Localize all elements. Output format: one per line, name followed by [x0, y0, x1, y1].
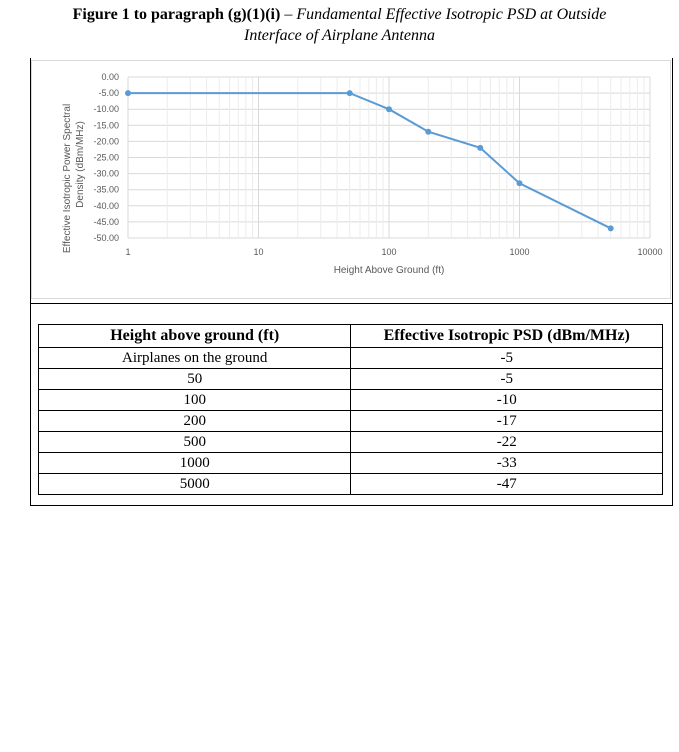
table-row [39, 432, 663, 453]
table-cell-psd: -10 [351, 390, 663, 411]
data-point [386, 106, 392, 112]
table-cell-height: 50 [39, 369, 351, 390]
table-header-row [39, 325, 663, 348]
y-tick-label: -40.00 [93, 200, 119, 211]
psd-table [38, 324, 663, 495]
y-tick-label: 0.00 [101, 72, 119, 82]
table-cell-height: 200 [39, 411, 351, 432]
table-header-height: Height above ground (ft) [39, 325, 351, 348]
y-tick-label: -25.00 [93, 152, 119, 163]
figure-title-bold: Figure 1 to paragraph (g)(1)(i) [72, 6, 281, 23]
data-point [125, 90, 131, 96]
table-cell-height: 1000 [39, 453, 351, 474]
figure-title-separator: – [280, 6, 297, 23]
table-cell-psd: -5 [351, 348, 663, 369]
y-tick-label: -10.00 [93, 104, 119, 115]
table-row [39, 369, 663, 390]
x-axis-title: Height Above Ground (ft) [333, 265, 445, 276]
chart-border [32, 61, 671, 299]
psd-line-chart [31, 60, 671, 303]
y-axis-title-line2: Density (dBm/MHz) [75, 121, 86, 208]
data-point [517, 180, 523, 186]
data-point [608, 225, 614, 231]
data-point [477, 145, 483, 151]
table-cell-psd: -5 [351, 369, 663, 390]
table-cell-psd: -47 [351, 474, 663, 495]
y-axis-title-line1: Effective Isotropic Power Spectral [62, 103, 73, 254]
x-tick-label: 10000 [637, 247, 663, 257]
table-cell-height: 5000 [39, 474, 351, 495]
table-cell-height: Airplanes on the ground [39, 348, 351, 369]
table-header-psd: Effective Isotropic PSD (dBm/MHz) [351, 325, 663, 348]
figure-title-italic-line1: Fundamental Effective Isotropic PSD at Outside [296, 6, 607, 23]
x-tick-label: 1000 [509, 247, 530, 257]
figure-title-italic-line2: Interface of Airplane Antenna [244, 27, 435, 44]
data-point [425, 129, 431, 135]
y-tick-label: -20.00 [93, 136, 119, 147]
figure-title [0, 4, 679, 46]
table-cell-psd: -22 [351, 432, 663, 453]
x-tick-label: 10 [253, 247, 264, 257]
data-point [347, 90, 353, 96]
table-row [39, 390, 663, 411]
series-line [128, 93, 611, 228]
y-tick-label: -50.00 [93, 233, 119, 243]
y-tick-label: -5.00 [98, 88, 119, 99]
table-cell-height: 100 [39, 390, 351, 411]
table-row [39, 474, 663, 495]
chart-divider [30, 303, 672, 304]
y-tick-label: -15.00 [93, 120, 119, 131]
y-tick-label: -35.00 [93, 184, 119, 195]
table-row [39, 453, 663, 474]
table-row [39, 411, 663, 432]
x-tick-label: 1 [125, 247, 131, 257]
table-cell-psd: -17 [351, 411, 663, 432]
y-tick-label: -30.00 [93, 168, 119, 179]
y-tick-label: -45.00 [93, 216, 119, 227]
table-cell-height: 500 [39, 432, 351, 453]
table-cell-psd: -33 [351, 453, 663, 474]
table-row [39, 348, 663, 369]
x-tick-label: 100 [381, 247, 397, 257]
